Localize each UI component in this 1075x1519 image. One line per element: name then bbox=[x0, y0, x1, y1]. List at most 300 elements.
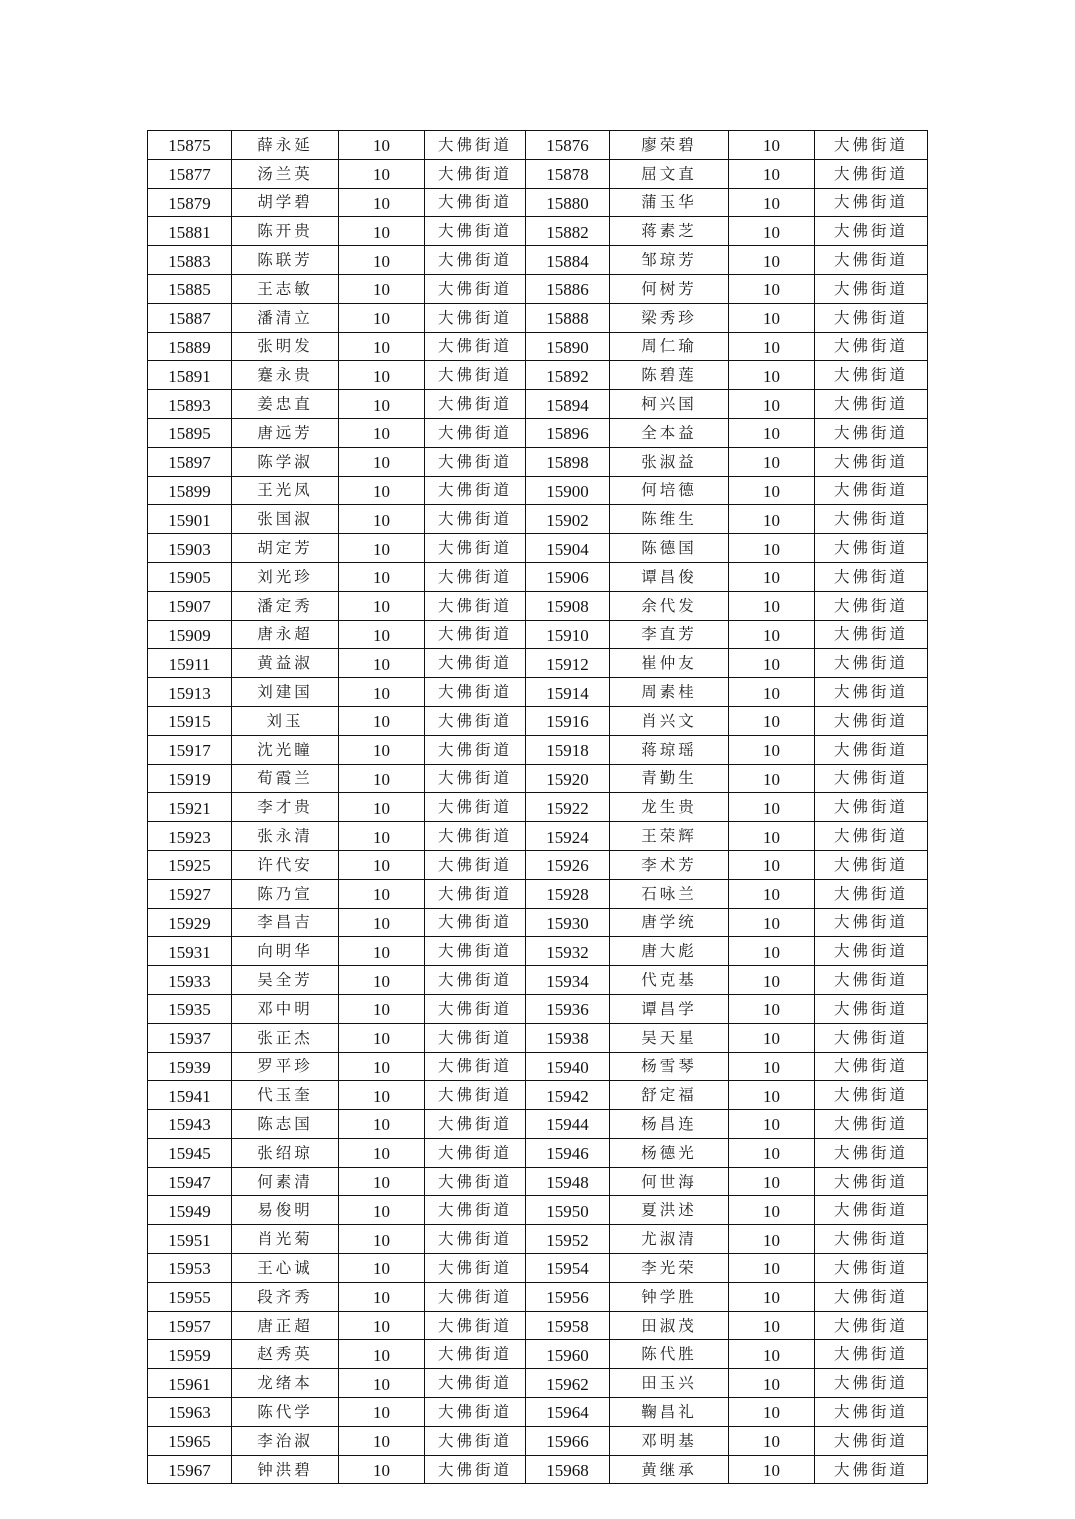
cell-street: 大佛街道 bbox=[425, 994, 526, 1023]
cell-amount: 10 bbox=[729, 188, 815, 217]
cell-name: 刘光珍 bbox=[232, 562, 339, 591]
cell-amount: 10 bbox=[729, 649, 815, 678]
cell-amount: 10 bbox=[339, 1196, 425, 1225]
cell-name: 张淑益 bbox=[610, 447, 729, 476]
cell-name: 唐正超 bbox=[232, 1311, 339, 1340]
cell-street: 大佛街道 bbox=[815, 1455, 928, 1484]
cell-street: 大佛街道 bbox=[425, 476, 526, 505]
cell-name: 陈学淑 bbox=[232, 447, 339, 476]
cell-street: 大佛街道 bbox=[425, 1455, 526, 1484]
cell-amount: 10 bbox=[729, 937, 815, 966]
cell-name: 陈志国 bbox=[232, 1110, 339, 1139]
cell-id: 15875 bbox=[148, 131, 232, 160]
table-body bbox=[148, 131, 928, 1484]
cell-name: 邹琼芳 bbox=[610, 246, 729, 275]
cell-street: 大佛街道 bbox=[425, 850, 526, 879]
cell-id: 15936 bbox=[526, 994, 610, 1023]
table-row bbox=[148, 706, 928, 735]
cell-id: 15877 bbox=[148, 159, 232, 188]
cell-street: 大佛街道 bbox=[815, 1225, 928, 1254]
cell-amount: 10 bbox=[729, 764, 815, 793]
cell-amount: 10 bbox=[729, 1081, 815, 1110]
cell-amount: 10 bbox=[339, 1369, 425, 1398]
cell-name: 赵秀英 bbox=[232, 1340, 339, 1369]
cell-street: 大佛街道 bbox=[425, 246, 526, 275]
table-row bbox=[148, 476, 928, 505]
cell-street: 大佛街道 bbox=[815, 188, 928, 217]
cell-id: 15903 bbox=[148, 534, 232, 563]
cell-id: 15959 bbox=[148, 1340, 232, 1369]
cell-name: 青勤生 bbox=[610, 764, 729, 793]
cell-street: 大佛街道 bbox=[425, 1167, 526, 1196]
cell-name: 蒲玉华 bbox=[610, 188, 729, 217]
cell-street: 大佛街道 bbox=[815, 649, 928, 678]
table-row bbox=[148, 908, 928, 937]
cell-street: 大佛街道 bbox=[815, 879, 928, 908]
table-row bbox=[148, 793, 928, 822]
cell-street: 大佛街道 bbox=[425, 1023, 526, 1052]
cell-amount: 10 bbox=[729, 678, 815, 707]
cell-id: 15886 bbox=[526, 274, 610, 303]
cell-id: 15957 bbox=[148, 1311, 232, 1340]
recipient-table bbox=[147, 130, 928, 1484]
cell-street: 大佛街道 bbox=[815, 1052, 928, 1081]
cell-amount: 10 bbox=[729, 505, 815, 534]
table-row bbox=[148, 678, 928, 707]
cell-amount: 10 bbox=[729, 1311, 815, 1340]
cell-name: 荀霞兰 bbox=[232, 764, 339, 793]
cell-amount: 10 bbox=[729, 562, 815, 591]
table-row bbox=[148, 246, 928, 275]
table-row bbox=[148, 1340, 928, 1369]
cell-street: 大佛街道 bbox=[425, 1225, 526, 1254]
cell-name: 张永清 bbox=[232, 822, 339, 851]
cell-amount: 10 bbox=[339, 534, 425, 563]
table-row bbox=[148, 505, 928, 534]
cell-street: 大佛街道 bbox=[815, 332, 928, 361]
table-row bbox=[148, 188, 928, 217]
cell-name: 王志敏 bbox=[232, 274, 339, 303]
cell-id: 15954 bbox=[526, 1254, 610, 1283]
cell-amount: 10 bbox=[339, 476, 425, 505]
cell-id: 15945 bbox=[148, 1138, 232, 1167]
table-row bbox=[148, 1225, 928, 1254]
cell-id: 15929 bbox=[148, 908, 232, 937]
table-row bbox=[148, 1110, 928, 1139]
cell-name: 田淑茂 bbox=[610, 1311, 729, 1340]
cell-id: 15887 bbox=[148, 303, 232, 332]
cell-id: 15924 bbox=[526, 822, 610, 851]
cell-name: 屈文直 bbox=[610, 159, 729, 188]
cell-id: 15882 bbox=[526, 217, 610, 246]
table-row bbox=[148, 591, 928, 620]
cell-name: 张绍琼 bbox=[232, 1138, 339, 1167]
cell-name: 陈代学 bbox=[232, 1398, 339, 1427]
table-row bbox=[148, 649, 928, 678]
cell-name: 周仁瑜 bbox=[610, 332, 729, 361]
cell-street: 大佛街道 bbox=[425, 1081, 526, 1110]
cell-street: 大佛街道 bbox=[815, 591, 928, 620]
cell-name: 舒定福 bbox=[610, 1081, 729, 1110]
cell-id: 15892 bbox=[526, 361, 610, 390]
table-row bbox=[148, 1282, 928, 1311]
cell-street: 大佛街道 bbox=[425, 332, 526, 361]
cell-name: 陈德国 bbox=[610, 534, 729, 563]
table-row bbox=[148, 418, 928, 447]
cell-street: 大佛街道 bbox=[815, 1196, 928, 1225]
table-row bbox=[148, 562, 928, 591]
cell-amount: 10 bbox=[339, 822, 425, 851]
cell-amount: 10 bbox=[339, 332, 425, 361]
cell-name: 周素桂 bbox=[610, 678, 729, 707]
cell-name: 谭昌学 bbox=[610, 994, 729, 1023]
cell-street: 大佛街道 bbox=[425, 418, 526, 447]
table-row bbox=[148, 1311, 928, 1340]
cell-name: 吴天星 bbox=[610, 1023, 729, 1052]
cell-id: 15952 bbox=[526, 1225, 610, 1254]
cell-id: 15893 bbox=[148, 390, 232, 419]
cell-amount: 10 bbox=[339, 1138, 425, 1167]
cell-name: 全本益 bbox=[610, 418, 729, 447]
cell-id: 15933 bbox=[148, 966, 232, 995]
cell-amount: 10 bbox=[729, 303, 815, 332]
cell-street: 大佛街道 bbox=[425, 188, 526, 217]
cell-amount: 10 bbox=[339, 620, 425, 649]
table-row bbox=[148, 879, 928, 908]
cell-amount: 10 bbox=[339, 562, 425, 591]
cell-id: 15906 bbox=[526, 562, 610, 591]
cell-id: 15890 bbox=[526, 332, 610, 361]
cell-name: 陈碧莲 bbox=[610, 361, 729, 390]
cell-id: 15915 bbox=[148, 706, 232, 735]
table-row bbox=[148, 1138, 928, 1167]
cell-street: 大佛街道 bbox=[815, 1167, 928, 1196]
cell-name: 尤淑清 bbox=[610, 1225, 729, 1254]
cell-id: 15917 bbox=[148, 735, 232, 764]
cell-street: 大佛街道 bbox=[425, 591, 526, 620]
table-row bbox=[148, 159, 928, 188]
cell-amount: 10 bbox=[339, 159, 425, 188]
table-row bbox=[148, 1426, 928, 1455]
cell-name: 段齐秀 bbox=[232, 1282, 339, 1311]
cell-name: 唐永超 bbox=[232, 620, 339, 649]
cell-name: 潘定秀 bbox=[232, 591, 339, 620]
cell-id: 15947 bbox=[148, 1167, 232, 1196]
cell-amount: 10 bbox=[339, 1426, 425, 1455]
cell-amount: 10 bbox=[339, 246, 425, 275]
cell-amount: 10 bbox=[339, 793, 425, 822]
cell-name: 陈开贵 bbox=[232, 217, 339, 246]
cell-name: 向明华 bbox=[232, 937, 339, 966]
cell-street: 大佛街道 bbox=[815, 994, 928, 1023]
cell-id: 15950 bbox=[526, 1196, 610, 1225]
cell-id: 15895 bbox=[148, 418, 232, 447]
cell-id: 15896 bbox=[526, 418, 610, 447]
cell-amount: 10 bbox=[729, 217, 815, 246]
cell-id: 15918 bbox=[526, 735, 610, 764]
cell-amount: 10 bbox=[339, 994, 425, 1023]
cell-id: 15960 bbox=[526, 1340, 610, 1369]
cell-amount: 10 bbox=[729, 1455, 815, 1484]
cell-id: 15919 bbox=[148, 764, 232, 793]
cell-street: 大佛街道 bbox=[815, 1138, 928, 1167]
cell-amount: 10 bbox=[339, 1254, 425, 1283]
cell-name: 唐学统 bbox=[610, 908, 729, 937]
cell-id: 15962 bbox=[526, 1369, 610, 1398]
cell-id: 15878 bbox=[526, 159, 610, 188]
cell-id: 15881 bbox=[148, 217, 232, 246]
cell-id: 15925 bbox=[148, 850, 232, 879]
cell-street: 大佛街道 bbox=[425, 1052, 526, 1081]
cell-id: 15928 bbox=[526, 879, 610, 908]
cell-amount: 10 bbox=[729, 1196, 815, 1225]
cell-amount: 10 bbox=[339, 937, 425, 966]
cell-amount: 10 bbox=[729, 850, 815, 879]
cell-street: 大佛街道 bbox=[425, 735, 526, 764]
cell-id: 15963 bbox=[148, 1398, 232, 1427]
cell-street: 大佛街道 bbox=[425, 1311, 526, 1340]
cell-amount: 10 bbox=[339, 447, 425, 476]
cell-id: 15940 bbox=[526, 1052, 610, 1081]
cell-amount: 10 bbox=[339, 303, 425, 332]
cell-amount: 10 bbox=[729, 966, 815, 995]
cell-id: 15965 bbox=[148, 1426, 232, 1455]
cell-amount: 10 bbox=[729, 994, 815, 1023]
cell-amount: 10 bbox=[729, 908, 815, 937]
table-row bbox=[148, 1023, 928, 1052]
cell-id: 15932 bbox=[526, 937, 610, 966]
cell-amount: 10 bbox=[339, 1282, 425, 1311]
cell-id: 15923 bbox=[148, 822, 232, 851]
cell-street: 大佛街道 bbox=[815, 131, 928, 160]
cell-id: 15937 bbox=[148, 1023, 232, 1052]
cell-street: 大佛街道 bbox=[815, 937, 928, 966]
cell-street: 大佛街道 bbox=[815, 1426, 928, 1455]
cell-amount: 10 bbox=[339, 418, 425, 447]
cell-amount: 10 bbox=[729, 332, 815, 361]
cell-id: 15939 bbox=[148, 1052, 232, 1081]
cell-name: 邓中明 bbox=[232, 994, 339, 1023]
cell-street: 大佛街道 bbox=[815, 678, 928, 707]
cell-name: 柯兴国 bbox=[610, 390, 729, 419]
cell-name: 梁秀珍 bbox=[610, 303, 729, 332]
cell-name: 李昌吉 bbox=[232, 908, 339, 937]
table-row bbox=[148, 361, 928, 390]
cell-name: 李直芳 bbox=[610, 620, 729, 649]
cell-name: 王光凤 bbox=[232, 476, 339, 505]
cell-amount: 10 bbox=[729, 447, 815, 476]
cell-street: 大佛街道 bbox=[815, 562, 928, 591]
cell-street: 大佛街道 bbox=[815, 735, 928, 764]
cell-amount: 10 bbox=[729, 246, 815, 275]
cell-street: 大佛街道 bbox=[425, 447, 526, 476]
cell-name: 杨德光 bbox=[610, 1138, 729, 1167]
cell-street: 大佛街道 bbox=[425, 966, 526, 995]
cell-id: 15883 bbox=[148, 246, 232, 275]
cell-amount: 10 bbox=[339, 1052, 425, 1081]
table-row bbox=[148, 1455, 928, 1484]
cell-name: 李术芳 bbox=[610, 850, 729, 879]
cell-id: 15905 bbox=[148, 562, 232, 591]
cell-id: 15911 bbox=[148, 649, 232, 678]
table-row bbox=[148, 620, 928, 649]
table-row bbox=[148, 994, 928, 1023]
cell-street: 大佛街道 bbox=[815, 534, 928, 563]
cell-name: 张明发 bbox=[232, 332, 339, 361]
cell-amount: 10 bbox=[729, 1110, 815, 1139]
cell-name: 潘清立 bbox=[232, 303, 339, 332]
cell-name: 何树芳 bbox=[610, 274, 729, 303]
cell-amount: 10 bbox=[339, 591, 425, 620]
table-row bbox=[148, 1196, 928, 1225]
cell-amount: 10 bbox=[729, 1340, 815, 1369]
cell-street: 大佛街道 bbox=[815, 1340, 928, 1369]
cell-name: 肖兴文 bbox=[610, 706, 729, 735]
cell-name: 陈联芳 bbox=[232, 246, 339, 275]
cell-id: 15942 bbox=[526, 1081, 610, 1110]
cell-street: 大佛街道 bbox=[815, 418, 928, 447]
table-row bbox=[148, 332, 928, 361]
cell-name: 石咏兰 bbox=[610, 879, 729, 908]
cell-street: 大佛街道 bbox=[425, 1340, 526, 1369]
cell-name: 汤兰英 bbox=[232, 159, 339, 188]
cell-name: 何素清 bbox=[232, 1167, 339, 1196]
table-row bbox=[148, 850, 928, 879]
cell-id: 15955 bbox=[148, 1282, 232, 1311]
cell-name: 沈光瞳 bbox=[232, 735, 339, 764]
cell-street: 大佛街道 bbox=[425, 361, 526, 390]
table-row bbox=[148, 534, 928, 563]
table-row bbox=[148, 735, 928, 764]
cell-amount: 10 bbox=[729, 418, 815, 447]
cell-name: 刘建国 bbox=[232, 678, 339, 707]
cell-street: 大佛街道 bbox=[815, 764, 928, 793]
cell-amount: 10 bbox=[339, 966, 425, 995]
cell-amount: 10 bbox=[729, 361, 815, 390]
cell-street: 大佛街道 bbox=[815, 1311, 928, 1340]
cell-name: 蒋琼瑶 bbox=[610, 735, 729, 764]
cell-street: 大佛街道 bbox=[815, 303, 928, 332]
cell-street: 大佛街道 bbox=[425, 131, 526, 160]
cell-name: 龙生贵 bbox=[610, 793, 729, 822]
cell-name: 田玉兴 bbox=[610, 1369, 729, 1398]
cell-name: 李光荣 bbox=[610, 1254, 729, 1283]
cell-amount: 10 bbox=[729, 1426, 815, 1455]
cell-street: 大佛街道 bbox=[425, 1254, 526, 1283]
cell-street: 大佛街道 bbox=[425, 217, 526, 246]
cell-name: 蒋素芝 bbox=[610, 217, 729, 246]
table-row bbox=[148, 764, 928, 793]
table-row bbox=[148, 1398, 928, 1427]
cell-name: 邓明基 bbox=[610, 1426, 729, 1455]
cell-id: 15900 bbox=[526, 476, 610, 505]
cell-name: 刘玉 bbox=[232, 706, 339, 735]
cell-street: 大佛街道 bbox=[425, 1369, 526, 1398]
cell-name: 许代安 bbox=[232, 850, 339, 879]
cell-amount: 10 bbox=[339, 879, 425, 908]
cell-amount: 10 bbox=[729, 390, 815, 419]
cell-amount: 10 bbox=[729, 735, 815, 764]
cell-amount: 10 bbox=[339, 1167, 425, 1196]
cell-id: 15930 bbox=[526, 908, 610, 937]
cell-id: 15910 bbox=[526, 620, 610, 649]
cell-id: 15904 bbox=[526, 534, 610, 563]
cell-street: 大佛街道 bbox=[815, 505, 928, 534]
cell-id: 15951 bbox=[148, 1225, 232, 1254]
cell-street: 大佛街道 bbox=[425, 649, 526, 678]
cell-name: 陈代胜 bbox=[610, 1340, 729, 1369]
cell-id: 15902 bbox=[526, 505, 610, 534]
cell-street: 大佛街道 bbox=[425, 303, 526, 332]
cell-id: 15920 bbox=[526, 764, 610, 793]
cell-amount: 10 bbox=[729, 131, 815, 160]
cell-id: 15956 bbox=[526, 1282, 610, 1311]
cell-name: 陈维生 bbox=[610, 505, 729, 534]
cell-street: 大佛街道 bbox=[815, 1398, 928, 1427]
cell-street: 大佛街道 bbox=[815, 966, 928, 995]
cell-name: 代克基 bbox=[610, 966, 729, 995]
cell-id: 15943 bbox=[148, 1110, 232, 1139]
cell-street: 大佛街道 bbox=[425, 390, 526, 419]
cell-street: 大佛街道 bbox=[815, 390, 928, 419]
cell-name: 李治淑 bbox=[232, 1426, 339, 1455]
cell-name: 唐大彪 bbox=[610, 937, 729, 966]
cell-street: 大佛街道 bbox=[425, 620, 526, 649]
cell-street: 大佛街道 bbox=[815, 246, 928, 275]
table-row bbox=[148, 217, 928, 246]
cell-street: 大佛街道 bbox=[425, 793, 526, 822]
cell-street: 大佛街道 bbox=[425, 678, 526, 707]
cell-name: 杨雪琴 bbox=[610, 1052, 729, 1081]
cell-amount: 10 bbox=[339, 649, 425, 678]
cell-street: 大佛街道 bbox=[425, 534, 526, 563]
cell-id: 15934 bbox=[526, 966, 610, 995]
cell-id: 15898 bbox=[526, 447, 610, 476]
table-row bbox=[148, 1052, 928, 1081]
cell-amount: 10 bbox=[729, 822, 815, 851]
cell-amount: 10 bbox=[339, 1311, 425, 1340]
cell-street: 大佛街道 bbox=[425, 937, 526, 966]
cell-name: 鞠昌礼 bbox=[610, 1398, 729, 1427]
cell-id: 15889 bbox=[148, 332, 232, 361]
cell-street: 大佛街道 bbox=[425, 1196, 526, 1225]
cell-amount: 10 bbox=[729, 1282, 815, 1311]
cell-name: 崔仲友 bbox=[610, 649, 729, 678]
cell-amount: 10 bbox=[339, 1455, 425, 1484]
cell-id: 15948 bbox=[526, 1167, 610, 1196]
cell-id: 15961 bbox=[148, 1369, 232, 1398]
cell-amount: 10 bbox=[339, 850, 425, 879]
cell-amount: 10 bbox=[729, 591, 815, 620]
cell-amount: 10 bbox=[339, 390, 425, 419]
cell-street: 大佛街道 bbox=[815, 908, 928, 937]
cell-street: 大佛街道 bbox=[815, 620, 928, 649]
cell-amount: 10 bbox=[339, 1023, 425, 1052]
cell-id: 15946 bbox=[526, 1138, 610, 1167]
cell-name: 陈乃宣 bbox=[232, 879, 339, 908]
table-row bbox=[148, 447, 928, 476]
cell-name: 龙绪本 bbox=[232, 1369, 339, 1398]
cell-amount: 10 bbox=[339, 764, 425, 793]
table-row bbox=[148, 131, 928, 160]
cell-name: 李才贵 bbox=[232, 793, 339, 822]
cell-street: 大佛街道 bbox=[425, 274, 526, 303]
cell-street: 大佛街道 bbox=[425, 505, 526, 534]
cell-name: 钟学胜 bbox=[610, 1282, 729, 1311]
cell-street: 大佛街道 bbox=[815, 822, 928, 851]
cell-amount: 10 bbox=[729, 1138, 815, 1167]
cell-street: 大佛街道 bbox=[815, 1254, 928, 1283]
